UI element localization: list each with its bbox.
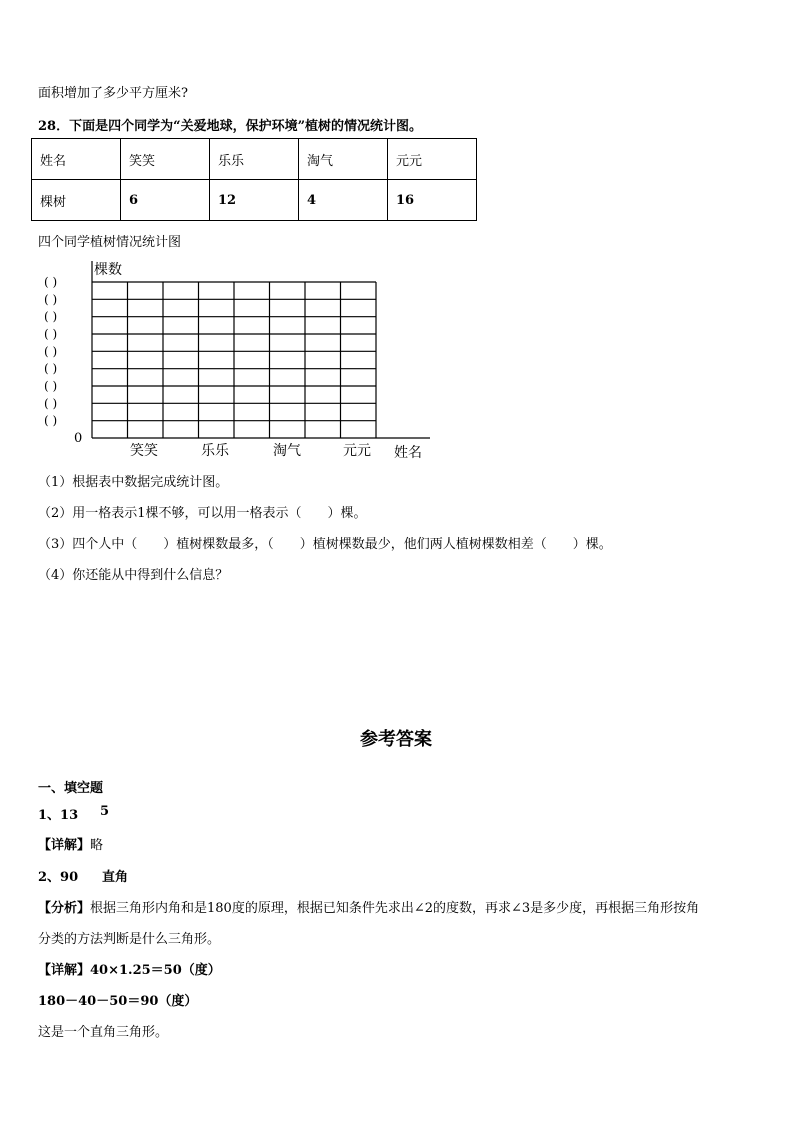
analysis-tag: 【分析】 bbox=[38, 901, 91, 916]
bar-chart-grid bbox=[30, 255, 450, 460]
answer-2-calc: 180－40－50＝90（度） bbox=[38, 994, 198, 1009]
table-value-cell: 16 bbox=[388, 180, 477, 221]
table-header-label: 姓名 bbox=[32, 139, 121, 180]
origin-label: 0 bbox=[74, 431, 83, 446]
y-tick-label: ( ) bbox=[44, 396, 58, 411]
table-name-cell: 乐乐 bbox=[210, 139, 299, 180]
y-tick-label: ( ) bbox=[44, 361, 58, 376]
table-name-cell: 元元 bbox=[388, 139, 477, 180]
y-tick-label: ( ) bbox=[44, 275, 58, 289]
detail-text: 略 bbox=[90, 838, 104, 853]
y-tick-label: ( ) bbox=[44, 413, 58, 428]
answer-1-number: 1、13 bbox=[38, 808, 79, 823]
detail-text: 40×1.25＝50（度） bbox=[90, 963, 221, 978]
chart-gridlines bbox=[92, 282, 376, 438]
answer-2-detail bbox=[38, 959, 221, 978]
answer-2-second: 直角 bbox=[102, 870, 129, 885]
y-tick-label: ( ) bbox=[44, 344, 58, 359]
y-tick-labels bbox=[44, 275, 57, 428]
x-tick-label: 淘气 bbox=[273, 443, 301, 459]
table-value-cell: 6 bbox=[121, 180, 210, 221]
answer-2-conclusion: 这是一个直角三角形。 bbox=[38, 1025, 169, 1040]
answer-1-second: 5 bbox=[100, 804, 110, 819]
table-value-cell: 4 bbox=[299, 180, 388, 221]
chart-title: 四个同学植树情况统计图 bbox=[38, 235, 182, 250]
x-axis-label: 姓名 bbox=[394, 445, 422, 461]
sub-question-3: （3）四个人中（ ）植树棵数最多，（ ）植树棵数最少，他们两人植树棵数相差（ ）棵。 bbox=[38, 537, 612, 552]
answer-2-analysis bbox=[38, 897, 699, 916]
table-row bbox=[32, 180, 477, 221]
sub-question-2: （2）用一格表示1棵不够，可以用一格表示（ ）棵。 bbox=[38, 506, 367, 521]
section-heading: 一、填空题 bbox=[38, 781, 104, 796]
answers-title: 参考答案 bbox=[360, 729, 432, 750]
q28-title: 28．下面是四个同学为“关爱地球，保护环境”植树的情况统计图。 bbox=[38, 119, 423, 134]
detail-tag: 【详解】 bbox=[38, 838, 91, 853]
answer-2-analysis-cont: 分类的方法判断是什么三角形。 bbox=[38, 932, 221, 947]
table-row-label: 棵树 bbox=[32, 180, 121, 221]
y-tick-label: ( ) bbox=[44, 327, 58, 341]
answer-1-detail bbox=[38, 834, 103, 853]
tree-planting-table bbox=[31, 138, 477, 221]
detail-tag: 【详解】 bbox=[38, 963, 91, 978]
x-tick-label: 笑笑 bbox=[130, 443, 158, 459]
table-name-cell: 笑笑 bbox=[121, 139, 210, 180]
y-tick-label: ( ) bbox=[44, 379, 58, 393]
answer-2-number: 2、90 bbox=[38, 870, 79, 885]
table-value-cell: 12 bbox=[210, 180, 299, 221]
table-row bbox=[32, 139, 477, 180]
y-tick-label: ( ) bbox=[44, 309, 58, 324]
y-axis-label: 棵数 bbox=[94, 262, 122, 278]
sub-question-1: （1）根据表中数据完成统计图。 bbox=[38, 475, 229, 490]
sub-question-4: （4）你还能从中得到什么信息？ bbox=[38, 568, 229, 583]
table-name-cell: 淘气 bbox=[299, 139, 388, 180]
y-tick-label: ( ) bbox=[44, 292, 58, 307]
q27-tail-text: 面积增加了多少平方厘米? bbox=[38, 86, 188, 101]
x-tick-label: 元元 bbox=[343, 443, 371, 459]
x-tick-label: 乐乐 bbox=[201, 443, 229, 459]
analysis-text: 根据三角形内角和是180度的原理，根据已知条件先求出∠2的度数，再求∠3是多少度，再根据三角形按角 bbox=[90, 901, 700, 916]
